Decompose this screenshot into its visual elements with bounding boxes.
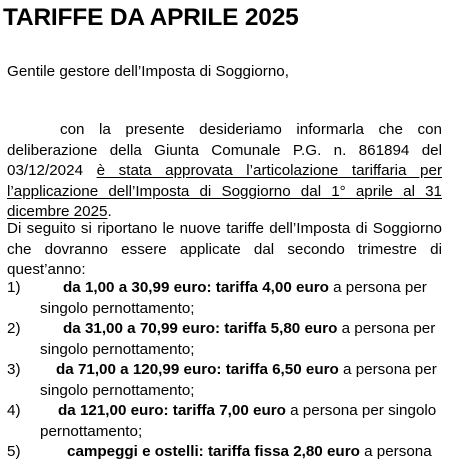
tariff-range: campeggi e ostelli: tariffa fissa 2,80 euro xyxy=(67,443,360,460)
tariff-range: da 31,00 a 70,99 euro: tariffa 5,80 euro xyxy=(63,320,338,337)
tariff-number: 1) xyxy=(7,279,21,296)
tariff-unit-continued: singolo pernottamento; xyxy=(40,299,195,317)
approval-underlined-text: è stata approvata l’articolazione tariffaria per l’applicazione dell’Imposta di Soggiorno dal 1° aprile al 31 dicembre 2025 xyxy=(7,162,443,220)
greeting-paragraph: Gentile gestore dell’Imposta di Soggiorno, xyxy=(7,63,289,80)
tariff-item-2 xyxy=(7,319,444,360)
tariff-unit: a persona per xyxy=(337,320,436,337)
deliberation-text: con la presente desideriamo informarla che con deliberazione della Giunta Comunale P.G. n. 861894 del 03/12/2024 xyxy=(7,121,442,179)
tariff-list xyxy=(7,278,444,463)
tariff-unit-continued: pernottamento; xyxy=(40,422,143,440)
tariff-item-3 xyxy=(7,360,444,401)
tariff-range: da 121,00 euro: tariffa 7,00 euro xyxy=(58,402,286,419)
tariff-number: 2) xyxy=(7,320,21,337)
deliberation-paragraph xyxy=(7,120,442,223)
tariff-item-4 xyxy=(7,401,444,442)
tariff-range: da 1,00 a 30,99 euro: tariffa 4,00 euro xyxy=(63,279,329,296)
tariff-unit-continued: singolo pernottamento; xyxy=(40,340,195,358)
intro-paragraph: Di seguito si riportano le nuove tariffe dell’Imposta di Soggiorno che dovranno essere applicate dal secondo trimestre di quest’anno: xyxy=(7,220,442,278)
tariff-range: da 71,00 a 120,99 euro: tariffa 6,50 euro xyxy=(56,361,339,378)
tariff-unit: a persona per xyxy=(338,361,437,378)
tariff-unit: a persona per singolo xyxy=(285,402,437,419)
tariff-number: 4) xyxy=(7,402,21,419)
tariff-unit: a persona xyxy=(359,443,432,460)
tariff-unit-continued: singolo pernottamento; xyxy=(40,381,195,399)
deliberation-end: . xyxy=(107,203,112,220)
tariff-item-5 xyxy=(7,442,444,463)
tariff-number: 5) xyxy=(7,443,21,460)
tariff-number: 3) xyxy=(7,361,21,378)
tariff-unit: a persona per xyxy=(328,279,427,296)
tariff-item-1 xyxy=(7,278,444,319)
document-title: TARIFFE DA APRILE 2025 xyxy=(3,4,299,31)
